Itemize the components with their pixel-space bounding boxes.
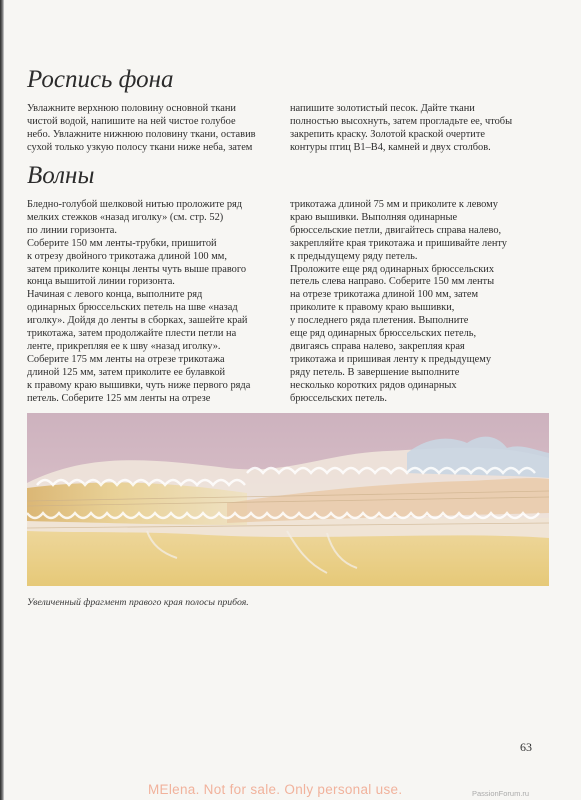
text-line: иголку». Дойдя до ленты в сборках, зашейте край — [27, 315, 248, 327]
text-line: брюссельские петли, двигайтесь справа налево, — [290, 224, 502, 236]
text-line: краю вышивки. Выполняя одинарные — [290, 211, 458, 223]
text-line: ленте, прикрепляя ее к шву «назад иголку». — [27, 340, 221, 352]
text-line: к предыдущему ряду петель. — [290, 250, 418, 262]
text-line: чистой водой, напишите на ней чистое голубое — [27, 115, 236, 127]
text-line: Бледно-голубой шелковой нитью проложите ряд — [27, 199, 243, 210]
text-line: на отрезе трикотажа длиной 100 мм, затем — [290, 289, 479, 301]
text-line: Соберите 175 мм ленты на отрезе трикотажа — [27, 353, 225, 365]
embroidery-illustration — [27, 413, 549, 586]
text-line: несколько коротких рядов одинарных — [290, 379, 457, 391]
text-line: Начиная с левого конца, выполните ряд — [27, 289, 203, 301]
section-title-background: Роспись фона — [27, 66, 174, 93]
text-line: напишите золотистый песок. Дайте ткани — [290, 103, 475, 114]
photo-caption: Увеличенный фрагмент правого края полосы прибоя. — [27, 597, 249, 608]
embroidery-photo — [27, 413, 549, 586]
text-line: Проложите еще ряд одинарных брюссельских — [290, 263, 495, 275]
text-line: к правому краю вышивки, чуть ниже первого ряда — [27, 379, 251, 391]
text-line: сухой только узкую полосу ткани ниже неба, затем — [27, 141, 253, 153]
text-line: конца вышитой линии горизонта. — [27, 276, 175, 288]
text-line: закрепляйте края трикотажа и пришивайте ленту — [290, 237, 507, 249]
text-line: петель слева направо. Соберите 150 мм ленты — [290, 276, 495, 288]
page-spine-shadow — [0, 0, 4, 800]
background-text-right — [290, 103, 540, 155]
waves-text-left — [27, 199, 282, 406]
text-line: брюссельских петель. — [290, 392, 387, 404]
text-line: небо. Увлажните нижнюю половину ткани, оставив — [27, 128, 256, 140]
text-line: контуры птиц B1–B4, камней и двух столбов. — [290, 141, 491, 153]
text-line: трикотажа и пришивая ленту к предыдущему — [290, 353, 492, 365]
text-line: затем приколите концы ленты чуть выше правого — [27, 263, 247, 275]
text-line: закрепить краску. Золотой краской очертите — [290, 128, 485, 140]
site-watermark: PassionForum.ru — [472, 789, 530, 798]
page-number: 63 — [520, 740, 532, 754]
text-line: двигаясь справа налево, закрепляя края — [290, 340, 465, 352]
text-line: трикотажа длиной 75 мм и приколите к левому — [290, 199, 498, 210]
text-line: петель. Соберите 125 мм ленты на отрезе — [27, 392, 211, 404]
text-line: по линии горизонта. — [27, 224, 118, 236]
waves-text-right — [290, 199, 545, 406]
text-line: полностью высохнуть, затем прогладьте ее, чтобы — [290, 115, 513, 127]
text-line: еще ряд одинарных брюссельских петель, — [290, 328, 477, 340]
watermark-text: MElena. Not for sale. Only personal use. — [148, 782, 403, 797]
text-line: Соберите 150 мм ленты-трубки, пришитой — [27, 237, 217, 249]
text-line: мелких стежков «назад иголку» (см. стр. 52) — [27, 211, 224, 223]
text-line: Увлажните верхнюю половину основной ткани — [27, 103, 236, 114]
text-line: длиной 125 мм, затем приколите ее булавкой — [27, 366, 226, 378]
text-line: одинарных брюссельских петель на шве «назад — [27, 302, 238, 314]
text-line: к отрезу двойного трикотажа длиной 100 мм, — [27, 250, 227, 262]
background-text-left — [27, 103, 277, 155]
text-line: приколите к правому краю вышивки, — [290, 302, 455, 314]
section-title-waves: Волны — [27, 162, 95, 189]
text-line: трикотажа, затем продолжайте плести петли на — [27, 328, 237, 340]
text-line: ряду петель. В завершение выполните — [290, 366, 460, 378]
text-line: у последнего ряда плетения. Выполните — [290, 315, 469, 327]
